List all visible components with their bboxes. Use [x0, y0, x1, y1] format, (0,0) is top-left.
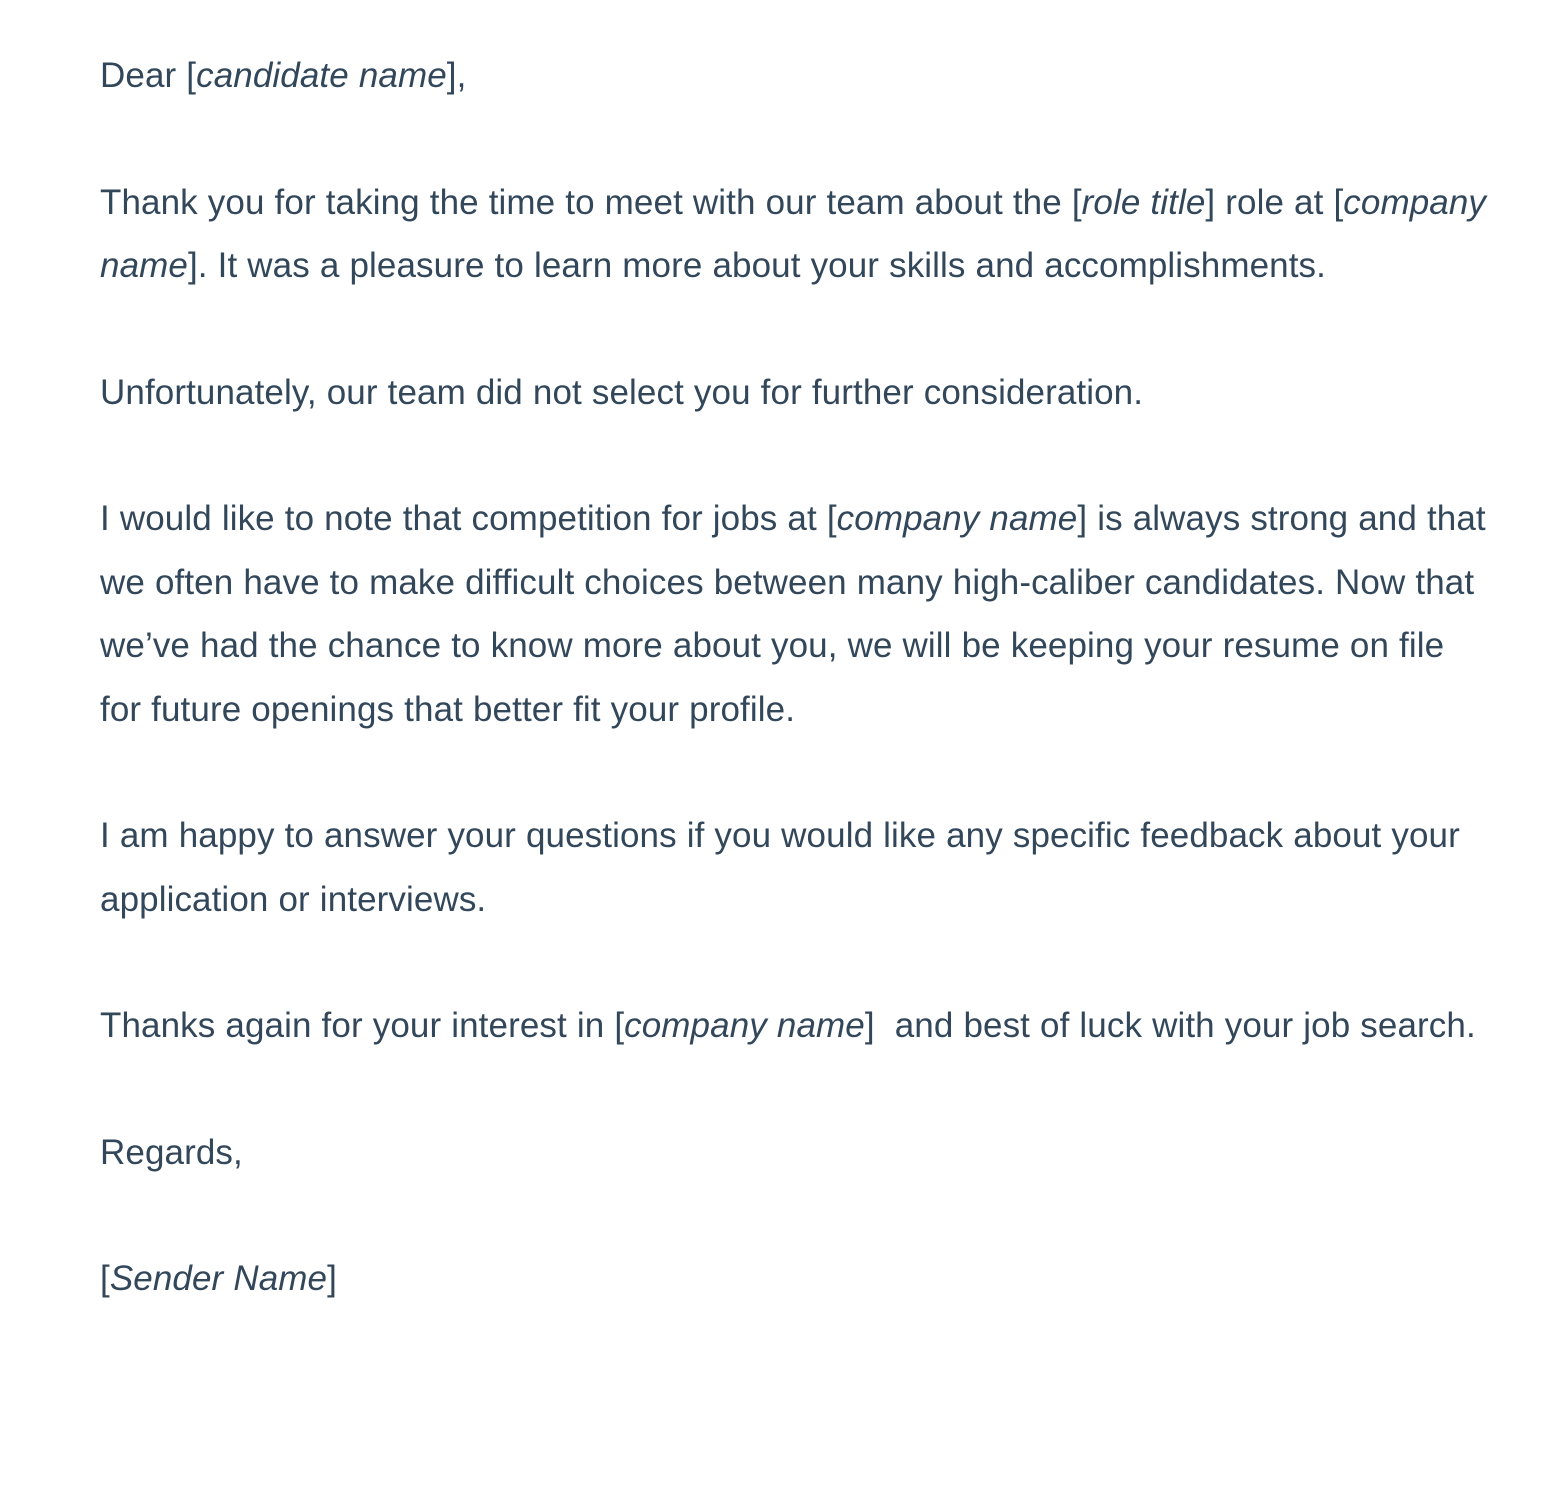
paragraph-text-segment: . It was a pleasure to learn more about your skills and accomplishments.	[197, 246, 1326, 285]
placeholder-open-bracket: [	[614, 1006, 625, 1045]
paragraph-rejection	[100, 361, 1487, 425]
paragraph-closing-thanks	[100, 994, 1487, 1058]
placeholder-company-name: company name	[836, 499, 1078, 538]
paragraph-competition	[100, 487, 1496, 741]
paragraph-text-segment: and best of luck with your job search.	[874, 1006, 1476, 1045]
sign-off-text: Regards,	[100, 1132, 243, 1172]
paragraph-text-segment: I am happy to answer your questions if you would like any specific feedback about your application or interviews.	[100, 816, 1470, 919]
paragraph-text-segment: Unfortunately, our team did not select you for further consideration.	[100, 372, 1144, 412]
placeholder-open-bracket: [	[186, 56, 197, 95]
paragraph-text-segment: I would like to note that competition for jobs at	[100, 499, 827, 538]
paragraph-thank-you	[100, 171, 1497, 298]
placeholder-close-bracket: ]	[864, 1006, 875, 1045]
sign-off-line	[100, 1121, 1487, 1185]
salutation-line	[100, 44, 1487, 108]
placeholder-close-bracket: ]	[1077, 499, 1088, 538]
placeholder-sender-name: Sender Name	[109, 1259, 328, 1298]
placeholder-open-bracket: [	[826, 499, 837, 538]
placeholder-company-name: company name	[100, 182, 1497, 285]
placeholder-role-title: role title	[1081, 182, 1206, 222]
paragraph-feedback-offer	[100, 804, 1487, 931]
paragraph-text-segment: Thanks again for your interest in	[100, 1006, 615, 1045]
paragraph-text-segment: is always strong and that we often have to make difficult choices between many high-caliber candidates. Now that we’ve had the chance to know more about you, we will be keeping your resume on file for future openings that better fit your profile.	[100, 499, 1496, 729]
salutation-suffix: ,	[456, 56, 467, 95]
placeholder-candidate-name: candidate name	[196, 56, 447, 95]
placeholder-open-bracket: [	[1071, 182, 1082, 222]
placeholder-close-bracket: ]	[446, 56, 457, 95]
placeholder-company-name: company name	[624, 1006, 865, 1045]
placeholder-open-bracket: [	[1333, 182, 1344, 222]
paragraph-text-segment: role at	[1215, 182, 1334, 222]
placeholder-close-bracket: ]	[187, 246, 198, 285]
placeholder-open-bracket: [	[100, 1259, 110, 1298]
signature-line	[100, 1247, 1487, 1311]
salutation-prefix: Dear	[100, 56, 187, 95]
paragraph-text-segment: Thank you for taking the time to meet with our team about the	[100, 182, 1072, 222]
placeholder-close-bracket: ]	[1205, 182, 1216, 222]
placeholder-close-bracket: ]	[327, 1259, 337, 1298]
